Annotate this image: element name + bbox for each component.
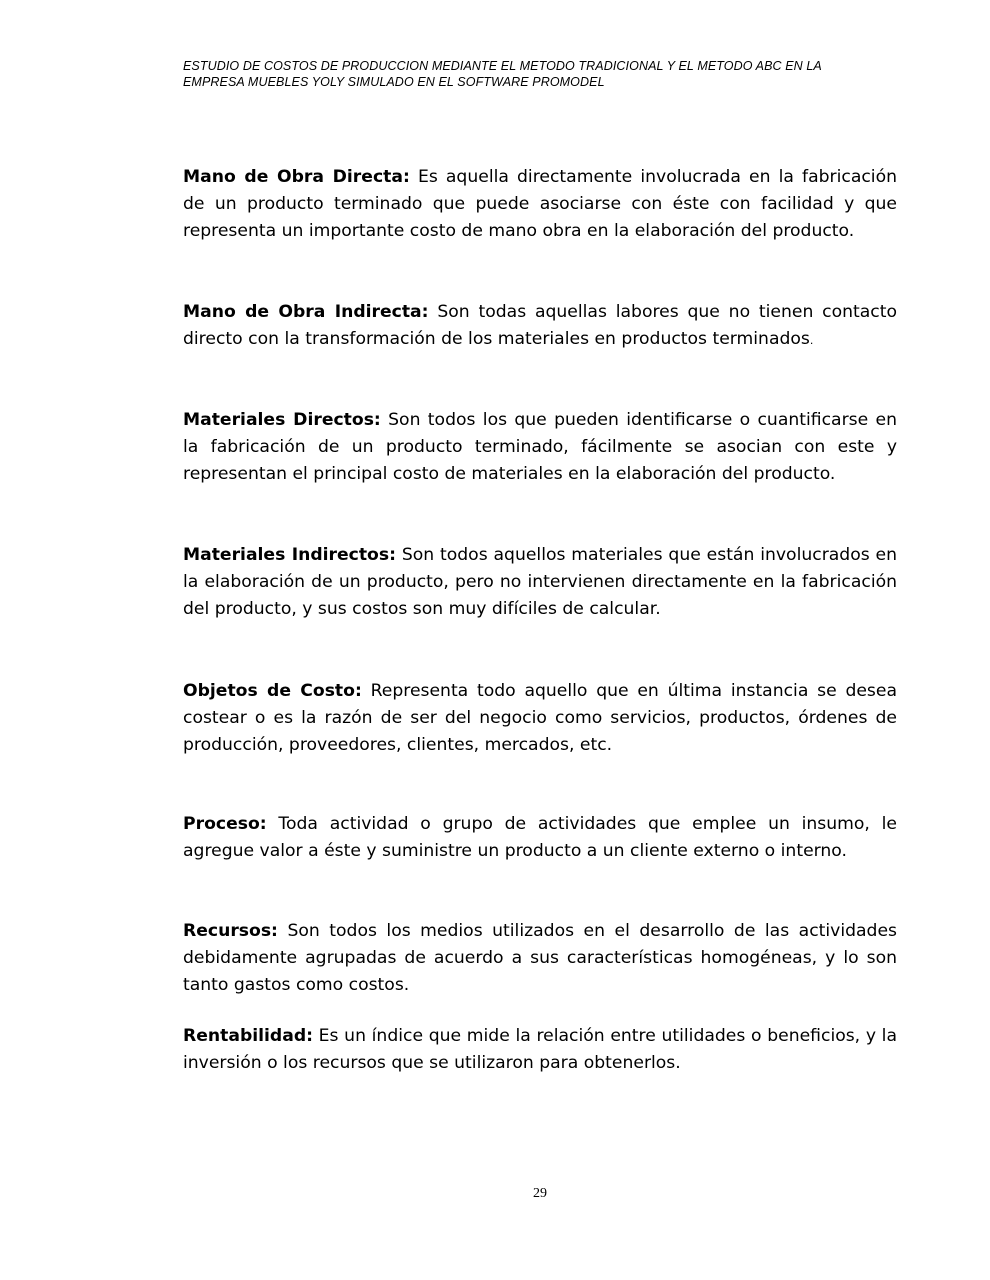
definition-text: Son todos los que pueden identificarse o cuantificarse en la fabricación de un producto terminado, fácilmente se asocian con este y representan el principal costo de materiales en la elaboración del producto.: [183, 410, 897, 485]
definition-text: Representa todo aquello que en última instancia se desea costear o es la razón de ser del negocio como servicios, productos, órdenes de producción, proveedores, clientes, mercados, etc.: [183, 681, 897, 756]
definition-recursos: [183, 918, 897, 1000]
definition-text: Es aquella directamente involucrada en la fabricación de un producto terminado que puede asociarse con éste con facilidad y que representa un importante costo de mano obra en la elaboración del producto.: [183, 167, 897, 242]
term-label: Materiales Directos:: [183, 410, 381, 430]
definition-rentabilidad: [183, 1023, 897, 1077]
definition-text: Son todas aquellas labores que no tienen contacto directo con la transformación de los materiales en productos terminados: [183, 302, 897, 350]
running-header-line-1: ESTUDIO DE COSTOS DE PRODUCCION MEDIANTE EL METODO TRADICIONAL Y EL METODO ABC EN LA: [183, 59, 822, 73]
definition-mano-de-obra-directa: [183, 164, 897, 246]
definition-text: Es un índice que mide la relación entre utilidades o beneficios, y la inversión o los recursos que se utilizaron para obtenerlos.: [183, 1026, 897, 1074]
term-label: Mano de Obra Indirecta:: [183, 302, 429, 322]
definition-objetos-de-costo: [183, 678, 897, 760]
definition-text: Toda actividad o grupo de actividades que emplee un insumo, le agregue valor a éste y suministre un producto a un cliente externo o interno.: [183, 814, 897, 862]
definition-proceso: [183, 811, 897, 865]
term-label: Recursos:: [183, 921, 278, 941]
term-label: Mano de Obra Directa:: [183, 167, 410, 187]
definition-materiales-directos: [183, 407, 897, 489]
running-header-line-2: EMPRESA MUEBLES YOLY SIMULADO EN EL SOFTWARE PROMODEL: [183, 75, 605, 89]
definition-mano-de-obra-indirecta: [183, 299, 897, 354]
term-label: Proceso:: [183, 814, 267, 834]
term-label: Rentabilidad:: [183, 1026, 313, 1046]
definition-text: Son todos los medios utilizados en el desarrollo de las actividades debidamente agrupadas de acuerdo a sus características homogéneas, y lo son tanto gastos como costos.: [183, 921, 897, 996]
definition-text: Son todos aquellos materiales que están involucrados en la elaboración de un producto, pero no intervienen directamente en la fabricación del producto, y sus costos son muy difíciles de calcular.: [183, 545, 898, 620]
term-label: Objetos de Costo:: [183, 681, 362, 701]
running-header: [183, 58, 883, 90]
definition-trailing-period: .: [809, 334, 814, 348]
term-label: Materiales Indirectos:: [183, 545, 396, 565]
page-number: 29: [533, 1186, 547, 1201]
definition-materiales-indirectos: [183, 542, 897, 624]
